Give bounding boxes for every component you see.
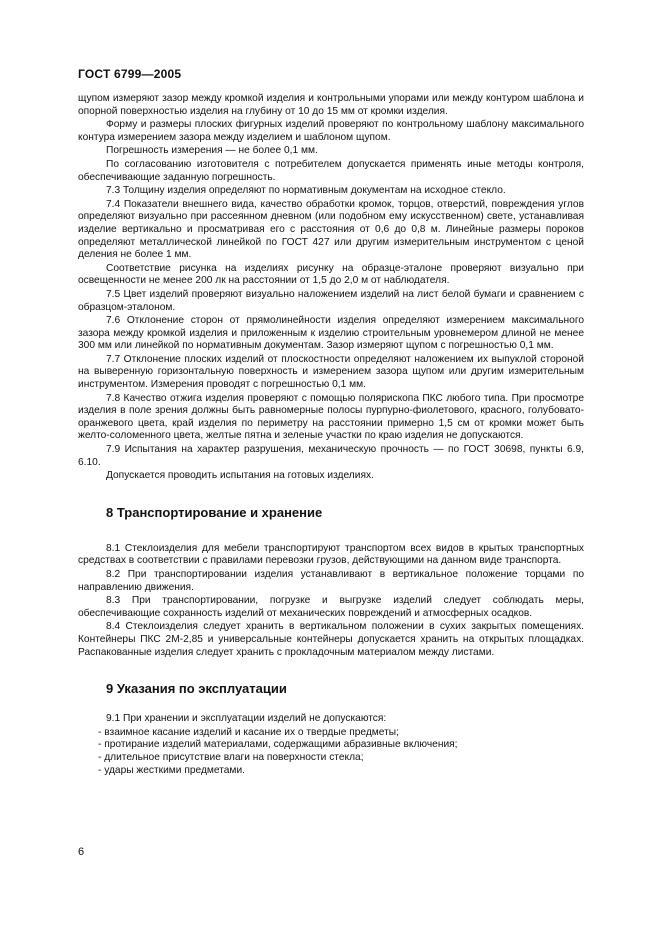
paragraph: По согласованию изготовителя с потребителем допускается применять иные методы контроля, обеспечивающие заданную погрешность. [78, 158, 584, 183]
section-8-heading: 8 Транспортирование и хранение [106, 504, 323, 520]
paragraph: 7.9 Испытания на характер разрушения, механическую прочность — по ГОСТ 30698, пункты 6.9, 6.10. [78, 444, 584, 468]
paragraph: 9.1 При хранении и эксплуатации изделий не допускаются: [106, 713, 387, 725]
paragraph: 7.4 Показатели внешнего вида, качество обработки кромок, торцов, отверстий, повреждения углов определяют визуально при рассеянном дневном (или подобном ему искусственном) свете, устанавливая изделие вертикально и просматривая его с расстояния от 0,6 до 0,8 м. Линейные размеры пороков определяют металлической линейкой по ГОСТ 427 или другим измерительным инструментом с ценой деления не более 1 мм. [78, 198, 584, 261]
list-item: - взаимное касание изделий и касание их о твердые предметы; [98, 726, 399, 738]
paragraph: 8.4 Стеклоизделия следует хранить в вертикальном положении в сухих закрытых помещениях. Контейнеры ПКС 2М-2,85 и универсальные контейнеры допускается хранить на открытых площадках. Распакованные изделия следует хранить с прокладочным материалом между листами. [78, 621, 584, 658]
list-item: - протирание изделий материалами, содержащими абразивные включения; [98, 739, 458, 751]
paragraph: 8.2 При транспортировании изделия устанавливают в вертикальное положение торцами по направлению движения. [78, 569, 584, 593]
section-7-continued [78, 93, 584, 483]
list-item: - длительное присутствие влаги на поверхности стекла; [98, 751, 364, 763]
paragraph: 7.5 Цвет изделий проверяют визуально наложением изделий на лист белой бумаги и сравнением с образцом-эталоном. [78, 288, 584, 313]
paragraph: Допускается проводить испытания на готовых изделиях. [106, 470, 374, 482]
document-body [78, 93, 584, 777]
paragraph: 7.7 Отклонение плоских изделий от плоскостности определяют наложением их выпуклой стороной на выверенную горизонтальную поверхность и измерением зазора щупом или другим измерительным инструментом. Измерения проводят с погрешностью 0,1 мм. [78, 353, 584, 391]
paragraph: Форму и размеры плоских фигурных изделий проверяют по контрольному шаблону максимального контура измерением зазора между изделием и шаблоном щупом. [78, 119, 584, 143]
page-number: 6 [78, 846, 85, 858]
paragraph: 8.1 Стеклоизделия для мебели транспортируют транспортом всех видов в крытых транспортных средствах в соответствии с правилами перевозки грузов, действующими на данном виде транспорта. [78, 542, 584, 567]
paragraph: 7.6 Отклонение сторон от прямолинейности изделия определяют измерением максимального зазора между кромкой изделия и приложенным к изделию строительным уровнемером длиной не менее 300 мм или линейкой по нормативным документам. Зазор измеряют щупом с погрешностью 0,1 мм. [78, 315, 584, 352]
paragraph: 7.8 Качество отжига изделия проверяют с помощью полярископа ПКС любого типа. При просмотре изделия в поле зрения должны быть равномерные полосы пурпурно-фиолетового, красного, голубовато-оранжевого цвета, край изделия по периметру на расстоянии примерно 1,5 см от кромки может быть желто-соломенного цвета, желтые пятна и зеленые участки по краю изделия не допускаются. [78, 392, 584, 442]
section-9-heading: 9 Указания по эксплуатации [106, 681, 287, 697]
paragraph: 8.3 При транспортировании, погрузке и выгрузке изделий следует соблюдать меры, обеспечивающие сохранность изделий от механических повреждений и атмосферных осадков. [78, 595, 584, 619]
paragraph: щупом измеряют зазор между кромкой изделия и контрольными упорами или между контуром шаблона и опорной поверхностью изделия на глубину от 10 до 15 мм от кромки изделия. [78, 93, 584, 117]
list-item: - удары жесткими предметами. [98, 764, 245, 776]
paragraph: Соответствие рисунка на изделиях рисунку на образце-эталоне проверяют визуально при освещенности не менее 200 лк на расстоянии от 1,5 до 2,0 м от наблюдателя. [78, 262, 584, 287]
document-header: ГОСТ 6799—2005 [78, 67, 182, 81]
section-8-body [78, 543, 584, 659]
paragraph: 7.3 Толщину изделия определяют по нормативным документам на исходное стекло. [106, 185, 506, 197]
paragraph: Погрешность измерения — не более 0,1 мм. [106, 145, 318, 157]
prohibitions-list [78, 727, 584, 777]
section-9-body [78, 713, 584, 777]
